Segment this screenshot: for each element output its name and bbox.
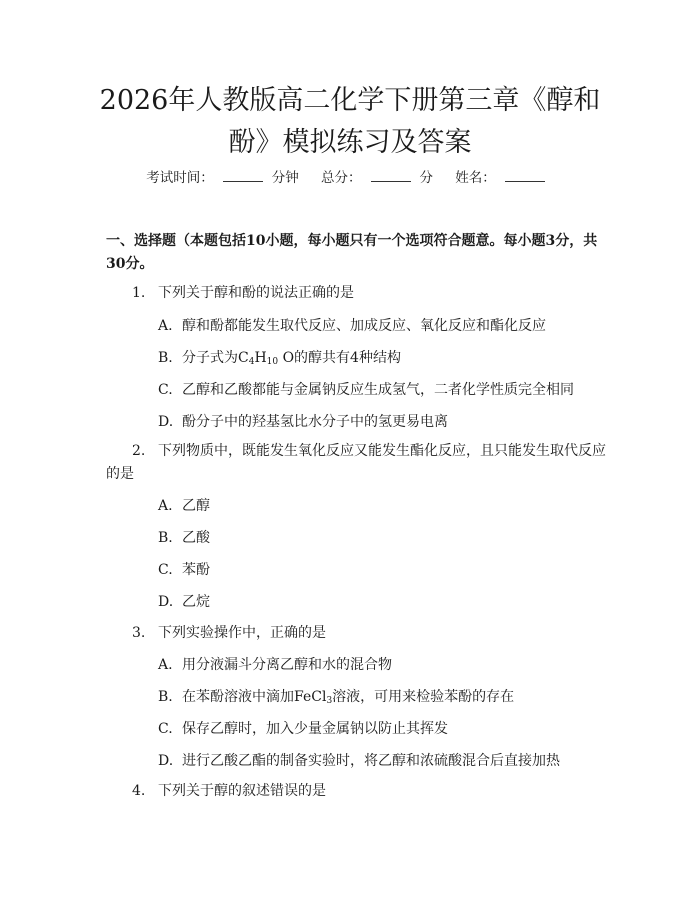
question-number: 2. [132,443,146,459]
option-letter: A. [158,657,173,673]
subscript: 10 [266,357,279,367]
option-letter: A. [158,498,173,514]
time-blank [223,169,263,182]
option-letter: B. [158,530,173,546]
name-label: 姓名： [455,170,496,186]
score-blank [371,169,411,182]
score-field [321,170,433,186]
option-letter: C. [158,382,173,398]
option-text: 进行乙酸乙酯的制备实验时，将乙醇和浓硫酸混合后直接加热 [182,753,560,769]
option-text-post: 溶液，可用来检验苯酚的存在 [332,689,515,705]
page-title-line-2: 酚》模拟练习及答案 [228,127,472,158]
option-text: 乙醇 [182,498,210,514]
option-text: 保存乙醇时，加入少量金属钠以防止其挥发 [182,721,448,737]
option-2c [158,559,608,579]
question-number: 3. [132,625,146,641]
question-2 [106,440,606,486]
option-letter: A. [158,318,173,334]
question-text: 下列关于醇和酚的说法正确的是 [158,285,354,301]
option-1d [158,411,608,431]
option-text: 乙烷 [182,594,210,610]
option-letter: B. [158,689,173,705]
question-4 [106,780,606,803]
page-title-line-1: 2026年人教版高二化学下册第三章《醇和 [99,85,601,116]
option-3d [158,750,608,770]
option-letter: D. [158,594,174,610]
subscript: 4 [248,357,255,367]
question-text-line-2: 的是 [106,466,134,482]
option-letter: B. [158,350,173,366]
option-text-pre: 分子式为C [182,350,249,366]
time-field [146,170,299,186]
section-heading: 一、选择题（本题包括10小题，每小题只有一个选项符合题意。每小题3分，共30分。 [106,233,598,272]
question-1 [106,282,606,305]
option-text-pre: 在苯酚溶液中滴加FeCl [182,689,327,705]
question-text: 下列实验操作中，正确的是 [158,625,326,641]
score-label: 总分： [321,170,362,186]
option-3c [158,718,608,738]
option-3a [158,654,608,674]
option-text: 乙醇和乙酸都能与金属钠反应生成氢气，二者化学性质完全相同 [182,382,574,398]
option-text-mid: H [254,350,267,366]
option-text: 用分液漏斗分离乙醇和水的混合物 [182,657,392,673]
option-letter: C. [158,562,173,578]
option-2a [158,495,608,515]
question-text: 下列关于醇的叙述错误的是 [158,783,326,799]
score-unit: 分 [419,170,433,186]
question-text-line-1: 下列物质中，既能发生氧化反应又能发生酯化反应，且只能发生取代反应 [158,443,606,459]
question-number: 4. [132,783,146,799]
exam-meta [0,166,700,186]
option-text: 乙酸 [182,530,210,546]
question-3 [106,622,606,645]
option-1b [158,347,608,367]
option-letter: D. [158,753,174,769]
name-blank [505,169,545,182]
option-3b [158,686,608,706]
time-label: 考试时间： [146,170,214,186]
option-1a [158,315,608,335]
time-unit: 分钟 [271,170,299,186]
option-text: 醇和酚都能发生取代反应、加成反应、氧化反应和酯化反应 [182,318,546,334]
option-2d [158,591,608,611]
option-letter: D. [158,414,174,430]
subscript: 3 [326,696,333,706]
option-letter: C. [158,721,173,737]
question-number: 1. [132,285,146,301]
option-text-post: O的醇共有4种结构 [278,350,401,366]
name-field [455,170,554,186]
option-text: 苯酚 [182,562,210,578]
option-1c [158,379,608,399]
option-2b [158,527,608,547]
option-text: 酚分子中的羟基氢比水分子中的氢更易电离 [182,414,448,430]
